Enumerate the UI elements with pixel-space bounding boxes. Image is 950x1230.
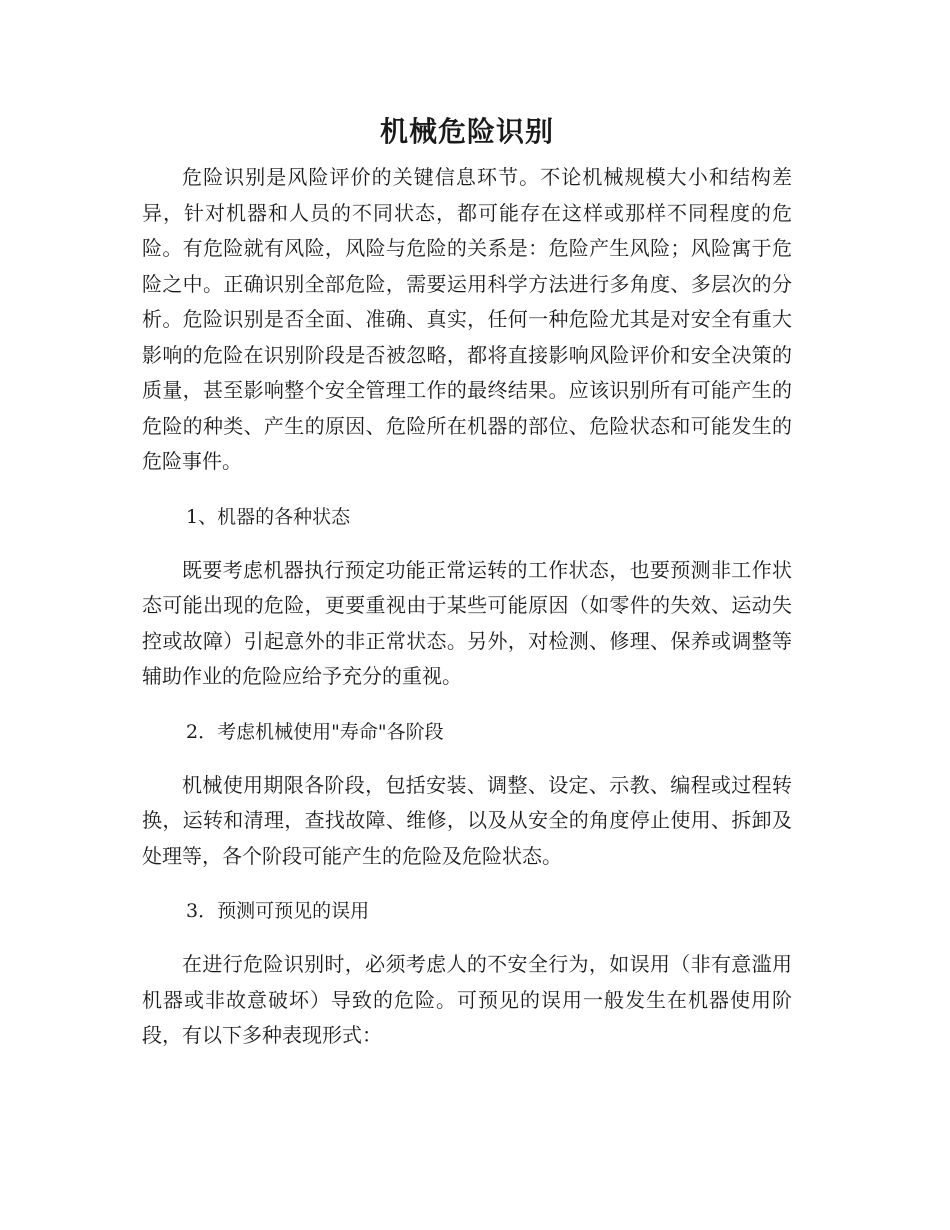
- section-heading-1: 1、机器的各种状态: [186, 505, 351, 528]
- section-body-2: 机械使用期限各阶段，包括安装、调整、设定、示教、编程或过程转换，运转和清理，查找故障、维修，以及从安全的角度停止使用、拆卸及处理等，各个阶段可能产生的危险及危险状态。: [142, 772, 792, 868]
- section-body-1: 既要考虑机器执行预定功能正常运转的工作状态，也要预测非工作状态可能出现的危险，更要重视由于某些可能原因（如零件的失效、运动失控或故障）引起意外的非正常状态。另外，对检测、修理、保养或调整等辅助作业的危险应给予充分的重视。: [142, 557, 792, 688]
- section-heading-2: 2．考虑机械使用"寿命"各阶段: [186, 720, 444, 743]
- document-title: 机械危险识别: [379, 115, 554, 148]
- section-body-3: 在进行危险识别时，必须考虑人的不安全行为，如误用（非有意滥用机器或非故意破坏）导致的危险。可预见的误用一般发生在机器使用阶段，有以下多种表现形式：: [142, 952, 792, 1047]
- intro-paragraph: 危险识别是风险评价的关键信息环节。不论机械规模大小和结构差异，针对机器和人员的不同状态，都可能存在这样或那样不同程度的危险。有危险就有风险，风险与危险的关系是：危险产生风险；风险寓于危险之中。正确识别全部危险，需要运用科学方法进行多角度、多层次的分析。危险识别是否全面、准确、真实，任何一种危险尤其是对安全有重大影响的危险在识别阶段是否被忽略，都将直接影响风险评价和安全决策的质量，甚至影响整个安全管理工作的最终结果。应该识别所有可能产生的危险的种类、产生的原因、危险所在机器的部位、危险状态和可能发生的危险事件。: [142, 165, 792, 473]
- document-page: [142, 112, 792, 1054]
- section-heading-3: 3．预测可预见的误用: [186, 900, 370, 922]
